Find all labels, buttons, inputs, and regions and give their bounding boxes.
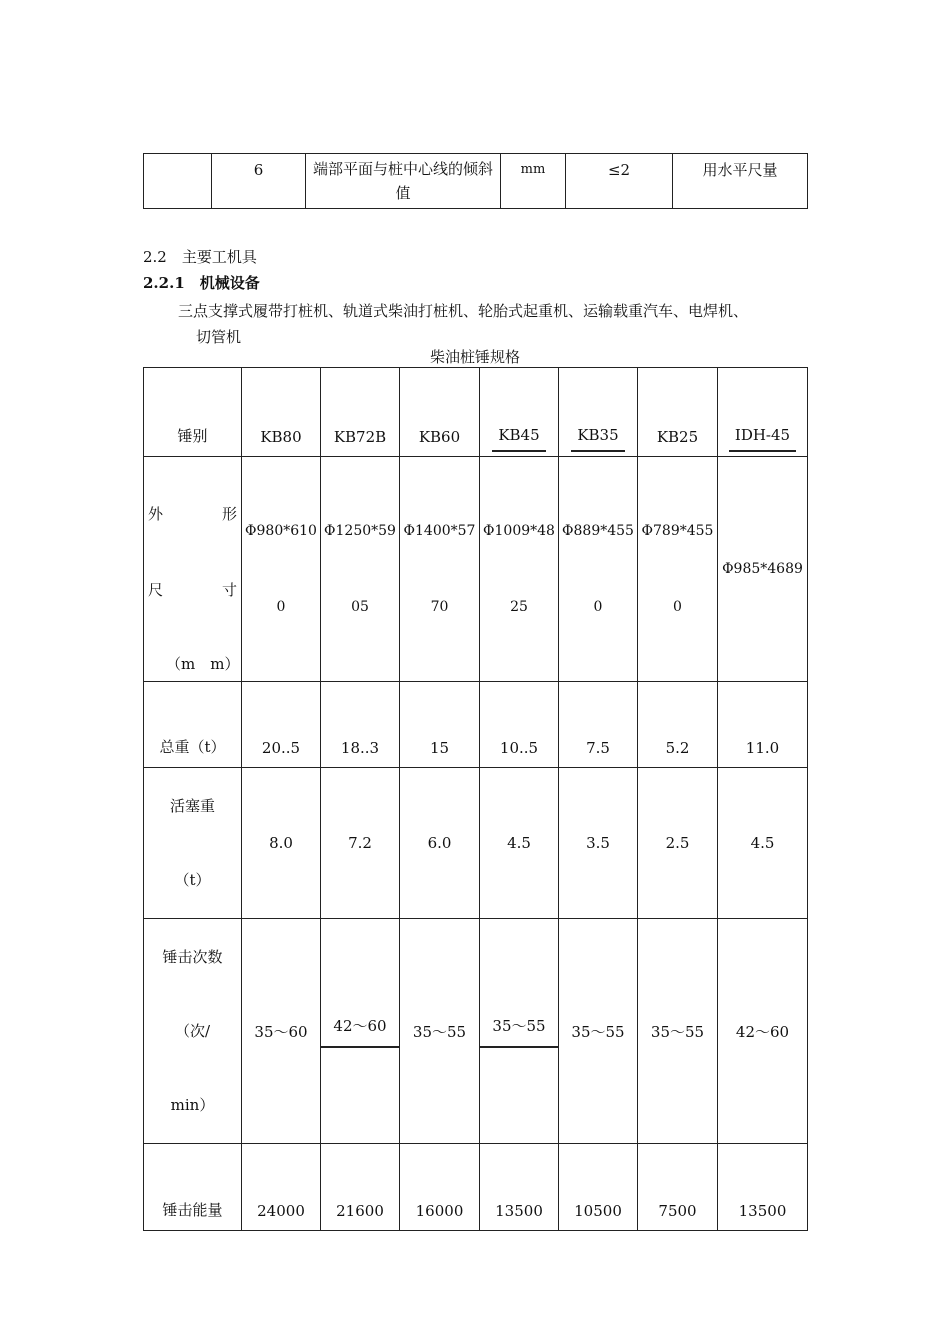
blows-value: 42～60 <box>321 919 400 1144</box>
dimension-value: Φ1250*59 05 <box>321 457 400 682</box>
model-kb80: KB80 <box>242 368 321 457</box>
blows-value: 35～55 <box>480 919 559 1144</box>
cell-unit: mm <box>501 154 566 209</box>
equipment-line-1: 三点支撑式履带打桩机、轨道式柴油打桩机、轮胎式起重机、运输载重汽车、电焊机、 <box>178 302 749 320</box>
energy-value: 7500 <box>638 1144 718 1231</box>
table-row-header <box>144 368 808 457</box>
weight-value: 5.2 <box>638 682 718 768</box>
dimension-value: Φ1009*48 25 <box>480 457 559 682</box>
table-caption: 柴油桩锤规格 <box>429 348 520 366</box>
table-row <box>144 154 808 209</box>
table-row-blow-rate <box>144 919 808 1144</box>
dimension-value: Φ985*4689 <box>718 457 808 682</box>
blows-value: 35～55 <box>559 919 638 1144</box>
energy-value: 13500 <box>718 1144 808 1231</box>
piston-value: 4.5 <box>718 768 808 919</box>
weight-value: 11.0 <box>718 682 808 768</box>
blows-value: 35～55 <box>400 919 480 1144</box>
blows-value: 35～60 <box>242 919 321 1144</box>
piston-value: 2.5 <box>638 768 718 919</box>
energy-value: 24000 <box>242 1144 321 1231</box>
blows-label: 锤击次数 （次/ min） <box>144 919 242 1144</box>
dimension-label: 外 形 尺 寸 （m m） <box>144 457 242 682</box>
table-row-blow-energy <box>144 1144 808 1231</box>
tolerance-table <box>143 153 808 209</box>
model-kb45: KB45 <box>480 368 559 457</box>
piston-value: 6.0 <box>400 768 480 919</box>
energy-value: 21600 <box>321 1144 400 1231</box>
blows-value: 42～60 <box>718 919 808 1144</box>
table-row-piston-weight <box>144 768 808 919</box>
section-heading-2-2-1: 2.2.1 机械设备 <box>143 274 260 292</box>
cell-index: 6 <box>212 154 306 209</box>
hammer-spec-table <box>143 367 808 1231</box>
model-kb72b: KB72B <box>321 368 400 457</box>
energy-value: 10500 <box>559 1144 638 1231</box>
weight-value: 10..5 <box>480 682 559 768</box>
weight-value: 15 <box>400 682 480 768</box>
model-idh45: IDH-45 <box>718 368 808 457</box>
dimension-value: Φ889*455 0 <box>559 457 638 682</box>
dimension-value: Φ980*610 0 <box>242 457 321 682</box>
cell-method: 用水平尺量 <box>673 154 808 209</box>
equipment-line-2: 切管机 <box>196 328 242 346</box>
piston-value: 7.2 <box>321 768 400 919</box>
energy-label: 锤击能量 <box>144 1144 242 1231</box>
weight-label: 总重（t） <box>144 682 242 768</box>
energy-value: 13500 <box>480 1144 559 1231</box>
equipment-paragraph <box>178 298 828 350</box>
piston-value: 8.0 <box>242 768 321 919</box>
table-row-total-weight <box>144 682 808 768</box>
dimension-value: Φ1400*57 70 <box>400 457 480 682</box>
header-label: 锤别 <box>144 368 242 457</box>
energy-value: 16000 <box>400 1144 480 1231</box>
blows-value: 35～55 <box>638 919 718 1144</box>
cell-tolerance: ≤2 <box>566 154 673 209</box>
cell-empty <box>144 154 212 209</box>
model-kb60: KB60 <box>400 368 480 457</box>
model-kb35: KB35 <box>559 368 638 457</box>
cell-item: 端部平面与桩中心线的倾斜值 <box>306 154 501 209</box>
dimension-value: Φ789*455 0 <box>638 457 718 682</box>
weight-value: 18..3 <box>321 682 400 768</box>
weight-value: 7.5 <box>559 682 638 768</box>
weight-value: 20..5 <box>242 682 321 768</box>
piston-label: 活塞重 （t） <box>144 768 242 919</box>
section-heading-2-2: 2.2 主要工机具 <box>143 248 257 266</box>
piston-value: 4.5 <box>480 768 559 919</box>
model-kb25: KB25 <box>638 368 718 457</box>
piston-value: 3.5 <box>559 768 638 919</box>
table-row-dimensions <box>144 457 808 682</box>
